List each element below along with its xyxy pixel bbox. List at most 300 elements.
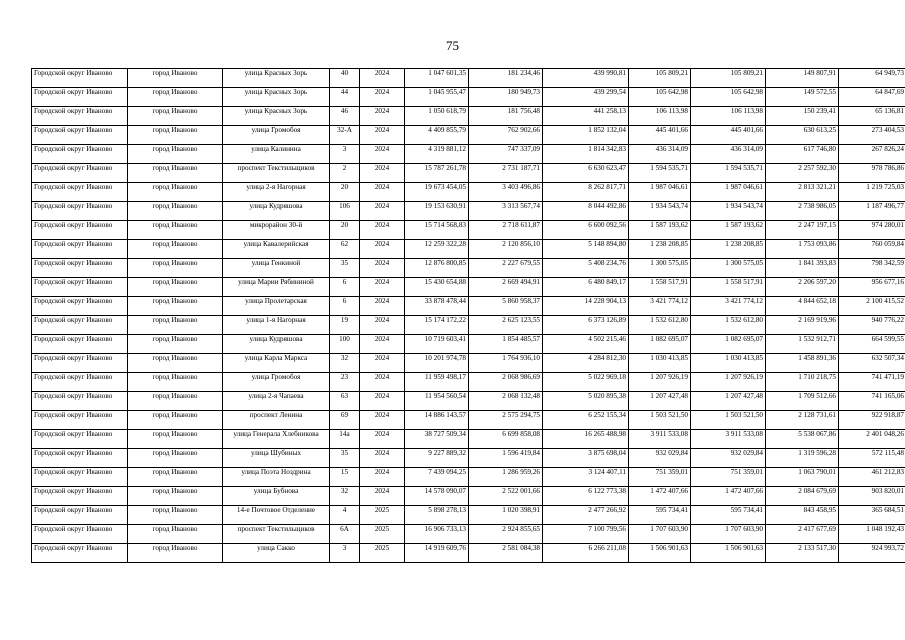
- amount-cell: 5 860 958,37: [469, 297, 543, 316]
- street-cell: улица 2-я Нагорная: [223, 183, 330, 202]
- street-cell: улица 1-я Нагорная: [223, 316, 330, 335]
- street-cell: улица Генкиной: [223, 259, 330, 278]
- total-cost-cell: 9 227 889,32: [405, 449, 469, 468]
- year-cell: 2025: [360, 506, 405, 525]
- amount-cell: 1 207 926,19: [629, 373, 691, 392]
- amount-cell: 3 875 698,04: [543, 449, 629, 468]
- street-cell: улица Карла Маркса: [223, 354, 330, 373]
- house-number-cell: 46: [330, 107, 360, 126]
- year-cell: 2024: [360, 107, 405, 126]
- street-cell: улица Красных Зорь: [223, 88, 330, 107]
- municipality-cell: Городской округ Иваново: [32, 259, 128, 278]
- settlement-cell: город Иваново: [128, 240, 223, 259]
- amount-cell: 1 286 959,26: [469, 468, 543, 487]
- street-cell: проспект Текстильщиков: [223, 525, 330, 544]
- settlement-cell: город Иваново: [128, 259, 223, 278]
- amount-cell: 5 538 067,86: [766, 430, 839, 449]
- year-cell: 2024: [360, 183, 405, 202]
- municipality-cell: Городской округ Иваново: [32, 183, 128, 202]
- amount-cell: 1 594 535,71: [629, 164, 691, 183]
- amount-cell: 2 417 677,69: [766, 525, 839, 544]
- settlement-cell: город Иваново: [128, 411, 223, 430]
- amount-cell: 6 699 858,08: [469, 430, 543, 449]
- house-number-cell: 23: [330, 373, 360, 392]
- settlement-cell: город Иваново: [128, 107, 223, 126]
- amount-cell: 105 809,21: [691, 69, 766, 88]
- table-row: [32, 544, 905, 563]
- year-cell: 2024: [360, 335, 405, 354]
- street-cell: улица Марии Рябининой: [223, 278, 330, 297]
- amount-cell: 3 911 533,08: [629, 430, 691, 449]
- amount-cell: 1 764 936,10: [469, 354, 543, 373]
- settlement-cell: город Иваново: [128, 88, 223, 107]
- amount-cell: 2 227 679,55: [469, 259, 543, 278]
- amount-cell: 1 841 393,83: [766, 259, 839, 278]
- year-cell: 2024: [360, 411, 405, 430]
- table-row: [32, 88, 905, 107]
- amount-cell: 180 949,73: [469, 88, 543, 107]
- amount-cell: 924 993,72: [839, 544, 905, 563]
- street-cell: улица Калинина: [223, 145, 330, 164]
- amount-cell: 1 187 496,77: [839, 202, 905, 221]
- amount-cell: 2 133 517,30: [766, 544, 839, 563]
- year-cell: 2024: [360, 145, 405, 164]
- total-cost-cell: 15 174 172,22: [405, 316, 469, 335]
- total-cost-cell: 15 430 654,88: [405, 278, 469, 297]
- amount-cell: 751 359,01: [691, 468, 766, 487]
- amount-cell: 6 252 155,34: [543, 411, 629, 430]
- amount-cell: 5 408 234,76: [543, 259, 629, 278]
- amount-cell: 1 587 193,62: [691, 221, 766, 240]
- amount-cell: 1 852 132,04: [543, 126, 629, 145]
- street-cell: улица Шубиных: [223, 449, 330, 468]
- house-number-cell: 6А: [330, 525, 360, 544]
- amount-cell: 664 599,55: [839, 335, 905, 354]
- amount-cell: 978 786,86: [839, 164, 905, 183]
- year-cell: 2024: [360, 259, 405, 278]
- house-number-cell: 35: [330, 259, 360, 278]
- amount-cell: 5 148 894,80: [543, 240, 629, 259]
- amount-cell: 1 063 790,01: [766, 468, 839, 487]
- settlement-cell: город Иваново: [128, 202, 223, 221]
- amount-cell: 1 587 193,62: [629, 221, 691, 240]
- amount-cell: 1 238 208,85: [691, 240, 766, 259]
- amount-cell: 2 169 919,96: [766, 316, 839, 335]
- year-cell: 2024: [360, 221, 405, 240]
- table-row: [32, 316, 905, 335]
- house-number-cell: 35: [330, 449, 360, 468]
- municipality-cell: Городской округ Иваново: [32, 354, 128, 373]
- house-number-cell: 4: [330, 506, 360, 525]
- amount-cell: 150 239,41: [766, 107, 839, 126]
- amount-cell: 2 068 986,69: [469, 373, 543, 392]
- house-number-cell: 62: [330, 240, 360, 259]
- municipality-cell: Городской округ Иваново: [32, 316, 128, 335]
- street-cell: улица Кавалерийская: [223, 240, 330, 259]
- amount-cell: 181 234,46: [469, 69, 543, 88]
- street-cell: проспект Ленина: [223, 411, 330, 430]
- municipality-cell: Городской округ Иваново: [32, 126, 128, 145]
- total-cost-cell: 19 153 630,91: [405, 202, 469, 221]
- amount-cell: 974 280,01: [839, 221, 905, 240]
- amount-cell: 1 707 603,90: [691, 525, 766, 544]
- amount-cell: 1 030 413,85: [691, 354, 766, 373]
- amount-cell: 1 753 093,86: [766, 240, 839, 259]
- amount-cell: 105 642,98: [691, 88, 766, 107]
- table-row: [32, 525, 905, 544]
- amount-cell: 7 100 799,56: [543, 525, 629, 544]
- settlement-cell: город Иваново: [128, 69, 223, 88]
- amount-cell: 2 120 856,10: [469, 240, 543, 259]
- municipality-cell: Городской округ Иваново: [32, 278, 128, 297]
- total-cost-cell: 15 714 568,83: [405, 221, 469, 240]
- table-row: [32, 335, 905, 354]
- settlement-cell: город Иваново: [128, 164, 223, 183]
- house-number-cell: 20: [330, 221, 360, 240]
- amount-cell: 2 522 001,66: [469, 487, 543, 506]
- year-cell: 2024: [360, 69, 405, 88]
- municipality-cell: Городской округ Иваново: [32, 107, 128, 126]
- municipality-cell: Городской округ Иваново: [32, 240, 128, 259]
- amount-cell: 632 507,34: [839, 354, 905, 373]
- year-cell: 2024: [360, 392, 405, 411]
- amount-cell: 1 532 612,80: [629, 316, 691, 335]
- amount-cell: 2 738 986,05: [766, 202, 839, 221]
- municipality-cell: Городской округ Иваново: [32, 373, 128, 392]
- street-cell: улица Пролетарская: [223, 297, 330, 316]
- amount-cell: 1 219 725,03: [839, 183, 905, 202]
- settlement-cell: город Иваново: [128, 430, 223, 449]
- house-number-cell: 3: [330, 145, 360, 164]
- table-row: [32, 145, 905, 164]
- total-cost-cell: 14 919 609,76: [405, 544, 469, 563]
- municipality-cell: Городской округ Иваново: [32, 69, 128, 88]
- table-body: [32, 69, 905, 563]
- house-number-cell: 3: [330, 544, 360, 563]
- amount-cell: 445 401,66: [629, 126, 691, 145]
- amount-cell: 1 934 543,74: [629, 202, 691, 221]
- amount-cell: 940 776,22: [839, 316, 905, 335]
- total-cost-cell: 33 878 478,44: [405, 297, 469, 316]
- house-number-cell: 14а: [330, 430, 360, 449]
- amount-cell: 1 048 192,43: [839, 525, 905, 544]
- amount-cell: 6 266 211,08: [543, 544, 629, 563]
- amount-cell: 8 044 492,86: [543, 202, 629, 221]
- house-number-cell: 15: [330, 468, 360, 487]
- settlement-cell: город Иваново: [128, 449, 223, 468]
- year-cell: 2024: [360, 278, 405, 297]
- house-number-cell: 69: [330, 411, 360, 430]
- table-row: [32, 392, 905, 411]
- amount-cell: 1 987 046,61: [691, 183, 766, 202]
- street-cell: улица Кудряшова: [223, 202, 330, 221]
- amount-cell: 2 084 679,69: [766, 487, 839, 506]
- amount-cell: 2 128 731,61: [766, 411, 839, 430]
- settlement-cell: город Иваново: [128, 354, 223, 373]
- amount-cell: 843 458,95: [766, 506, 839, 525]
- street-cell: улица Громобоя: [223, 373, 330, 392]
- amount-cell: 2 068 132,48: [469, 392, 543, 411]
- total-cost-cell: 5 898 278,13: [405, 506, 469, 525]
- year-cell: 2025: [360, 525, 405, 544]
- settlement-cell: город Иваново: [128, 392, 223, 411]
- amount-cell: 1 594 535,71: [691, 164, 766, 183]
- amount-cell: 2 813 321,21: [766, 183, 839, 202]
- amount-cell: 14 228 904,13: [543, 297, 629, 316]
- amount-cell: 956 677,16: [839, 278, 905, 297]
- amount-cell: 1 503 521,50: [691, 411, 766, 430]
- amount-cell: 2 100 415,52: [839, 297, 905, 316]
- amount-cell: 630 613,25: [766, 126, 839, 145]
- amount-cell: 106 113,98: [629, 107, 691, 126]
- street-cell: улица 2-я Чапаева: [223, 392, 330, 411]
- amount-cell: 8 262 817,71: [543, 183, 629, 202]
- amount-cell: 1 934 543,74: [691, 202, 766, 221]
- street-cell: улица Красных Зорь: [223, 69, 330, 88]
- amount-cell: 1 238 208,85: [629, 240, 691, 259]
- total-cost-cell: 1 045 955,47: [405, 88, 469, 107]
- settlement-cell: город Иваново: [128, 183, 223, 202]
- municipality-cell: Городской округ Иваново: [32, 202, 128, 221]
- amount-cell: 1 082 695,07: [691, 335, 766, 354]
- amount-cell: 441 258,13: [543, 107, 629, 126]
- amount-cell: 2 257 592,30: [766, 164, 839, 183]
- street-cell: улица Кудряшова: [223, 335, 330, 354]
- amount-cell: 5 020 895,38: [543, 392, 629, 411]
- amount-cell: 595 734,41: [629, 506, 691, 525]
- settlement-cell: город Иваново: [128, 335, 223, 354]
- amount-cell: 760 059,84: [839, 240, 905, 259]
- year-cell: 2024: [360, 449, 405, 468]
- amount-cell: 903 820,01: [839, 487, 905, 506]
- amount-cell: 741 471,19: [839, 373, 905, 392]
- amount-cell: 1 472 407,66: [629, 487, 691, 506]
- table-row: [32, 297, 905, 316]
- house-number-cell: 6: [330, 297, 360, 316]
- amount-cell: 3 421 774,12: [629, 297, 691, 316]
- amount-cell: 436 314,09: [629, 145, 691, 164]
- year-cell: 2024: [360, 430, 405, 449]
- amount-cell: 4 284 812,30: [543, 354, 629, 373]
- municipality-cell: Городской округ Иваново: [32, 297, 128, 316]
- table-row: [32, 69, 905, 88]
- table-row: [32, 164, 905, 183]
- total-cost-cell: 4 319 881,12: [405, 145, 469, 164]
- amount-cell: 1 709 512,66: [766, 392, 839, 411]
- data-table: [31, 68, 905, 563]
- house-number-cell: 106: [330, 202, 360, 221]
- house-number-cell: 2: [330, 164, 360, 183]
- amount-cell: 149 572,55: [766, 88, 839, 107]
- table-row: [32, 259, 905, 278]
- amount-cell: 1 814 342,83: [543, 145, 629, 164]
- table-row: [32, 278, 905, 297]
- amount-cell: 798 342,59: [839, 259, 905, 278]
- amount-cell: 2 625 123,55: [469, 316, 543, 335]
- amount-cell: 6 600 092,56: [543, 221, 629, 240]
- amount-cell: 1 030 413,85: [629, 354, 691, 373]
- amount-cell: 64 949,73: [839, 69, 905, 88]
- amount-cell: 2 924 855,65: [469, 525, 543, 544]
- house-number-cell: 32: [330, 354, 360, 373]
- amount-cell: 922 918,87: [839, 411, 905, 430]
- amount-cell: 64 847,69: [839, 88, 905, 107]
- amount-cell: 1 532 912,71: [766, 335, 839, 354]
- amount-cell: 5 022 969,18: [543, 373, 629, 392]
- house-number-cell: 19: [330, 316, 360, 335]
- year-cell: 2024: [360, 297, 405, 316]
- amount-cell: 1 503 521,50: [629, 411, 691, 430]
- municipality-cell: Городской округ Иваново: [32, 468, 128, 487]
- settlement-cell: город Иваново: [128, 316, 223, 335]
- amount-cell: 2 401 048,26: [839, 430, 905, 449]
- amount-cell: 1 319 596,28: [766, 449, 839, 468]
- settlement-cell: город Иваново: [128, 278, 223, 297]
- amount-cell: 273 404,53: [839, 126, 905, 145]
- year-cell: 2024: [360, 240, 405, 259]
- municipality-cell: Городской округ Иваново: [32, 525, 128, 544]
- amount-cell: 445 401,66: [691, 126, 766, 145]
- amount-cell: 932 029,84: [691, 449, 766, 468]
- year-cell: 2024: [360, 202, 405, 221]
- municipality-cell: Городской округ Иваново: [32, 221, 128, 240]
- amount-cell: 4 844 652,18: [766, 297, 839, 316]
- municipality-cell: Городской округ Иваново: [32, 544, 128, 563]
- year-cell: 2024: [360, 468, 405, 487]
- year-cell: 2024: [360, 373, 405, 392]
- amount-cell: 595 734,41: [691, 506, 766, 525]
- amount-cell: 1 710 218,75: [766, 373, 839, 392]
- amount-cell: 1 854 485,57: [469, 335, 543, 354]
- total-cost-cell: 7 439 094,25: [405, 468, 469, 487]
- settlement-cell: город Иваново: [128, 468, 223, 487]
- amount-cell: 1 987 046,61: [629, 183, 691, 202]
- amount-cell: 6 630 623,47: [543, 164, 629, 183]
- street-cell: улица Бубнова: [223, 487, 330, 506]
- year-cell: 2024: [360, 354, 405, 373]
- amount-cell: 3 421 774,12: [691, 297, 766, 316]
- settlement-cell: город Иваново: [128, 506, 223, 525]
- table-row: [32, 430, 905, 449]
- amount-cell: 2 731 187,71: [469, 164, 543, 183]
- amount-cell: 1 458 891,36: [766, 354, 839, 373]
- municipality-cell: Городской округ Иваново: [32, 145, 128, 164]
- amount-cell: 762 902,66: [469, 126, 543, 145]
- amount-cell: 1 207 427,48: [691, 392, 766, 411]
- amount-cell: 2 477 266,92: [543, 506, 629, 525]
- amount-cell: 572 115,48: [839, 449, 905, 468]
- settlement-cell: город Иваново: [128, 373, 223, 392]
- amount-cell: 2 575 294,75: [469, 411, 543, 430]
- table-row: [32, 373, 905, 392]
- street-cell: улица Громобоя: [223, 126, 330, 145]
- table-row: [32, 126, 905, 145]
- municipality-cell: Городской округ Иваново: [32, 449, 128, 468]
- settlement-cell: город Иваново: [128, 487, 223, 506]
- amount-cell: 6 122 773,38: [543, 487, 629, 506]
- year-cell: 2024: [360, 164, 405, 183]
- amount-cell: 439 299,54: [543, 88, 629, 107]
- house-number-cell: 32: [330, 487, 360, 506]
- amount-cell: 365 684,51: [839, 506, 905, 525]
- total-cost-cell: 19 673 454,05: [405, 183, 469, 202]
- house-number-cell: 40: [330, 69, 360, 88]
- table-row: [32, 107, 905, 126]
- amount-cell: 751 359,01: [629, 468, 691, 487]
- year-cell: 2024: [360, 88, 405, 107]
- municipality-cell: Городской округ Иваново: [32, 487, 128, 506]
- amount-cell: 181 756,48: [469, 107, 543, 126]
- settlement-cell: город Иваново: [128, 221, 223, 240]
- amount-cell: 3 911 533,08: [691, 430, 766, 449]
- total-cost-cell: 12 259 322,28: [405, 240, 469, 259]
- settlement-cell: город Иваново: [128, 544, 223, 563]
- year-cell: 2024: [360, 126, 405, 145]
- municipality-cell: Городской округ Иваново: [32, 164, 128, 183]
- amount-cell: 3 313 567,74: [469, 202, 543, 221]
- total-cost-cell: 38 727 509,34: [405, 430, 469, 449]
- total-cost-cell: 1 050 618,79: [405, 107, 469, 126]
- house-number-cell: 44: [330, 88, 360, 107]
- amount-cell: 741 165,06: [839, 392, 905, 411]
- page-number: 75: [446, 38, 459, 53]
- house-number-cell: 32-А: [330, 126, 360, 145]
- amount-cell: 267 826,24: [839, 145, 905, 164]
- amount-cell: 4 502 215,46: [543, 335, 629, 354]
- amount-cell: 16 265 488,98: [543, 430, 629, 449]
- municipality-cell: Городской округ Иваново: [32, 411, 128, 430]
- amount-cell: 747 337,09: [469, 145, 543, 164]
- amount-cell: 617 746,80: [766, 145, 839, 164]
- total-cost-cell: 15 787 261,78: [405, 164, 469, 183]
- total-cost-cell: 11 954 560,54: [405, 392, 469, 411]
- amount-cell: 1 082 695,07: [629, 335, 691, 354]
- total-cost-cell: 4 409 855,79: [405, 126, 469, 145]
- amount-cell: 65 136,81: [839, 107, 905, 126]
- table-row: [32, 354, 905, 373]
- year-cell: 2024: [360, 487, 405, 506]
- amount-cell: 1 300 575,05: [629, 259, 691, 278]
- amount-cell: 3 124 407,11: [543, 468, 629, 487]
- total-cost-cell: 16 906 733,13: [405, 525, 469, 544]
- amount-cell: 439 990,81: [543, 69, 629, 88]
- settlement-cell: город Иваново: [128, 126, 223, 145]
- table-row: [32, 221, 905, 240]
- amount-cell: 1 707 603,90: [629, 525, 691, 544]
- settlement-cell: город Иваново: [128, 525, 223, 544]
- amount-cell: 1 472 407,66: [691, 487, 766, 506]
- amount-cell: 2 669 494,91: [469, 278, 543, 297]
- amount-cell: 106 113,98: [691, 107, 766, 126]
- amount-cell: 1 020 398,91: [469, 506, 543, 525]
- year-cell: 2024: [360, 316, 405, 335]
- house-number-cell: 63: [330, 392, 360, 411]
- amount-cell: 932 029,84: [629, 449, 691, 468]
- amount-cell: 1 558 517,91: [691, 278, 766, 297]
- table-row: [32, 411, 905, 430]
- street-cell: проспект Текстильщиков: [223, 164, 330, 183]
- municipality-cell: Городской округ Иваново: [32, 88, 128, 107]
- municipality-cell: Городской округ Иваново: [32, 392, 128, 411]
- amount-cell: 105 809,21: [629, 69, 691, 88]
- amount-cell: 436 314,09: [691, 145, 766, 164]
- total-cost-cell: 12 876 800,85: [405, 259, 469, 278]
- year-cell: 2025: [360, 544, 405, 563]
- amount-cell: 1 558 517,91: [629, 278, 691, 297]
- amount-cell: 149 807,91: [766, 69, 839, 88]
- amount-cell: 2 581 084,38: [469, 544, 543, 563]
- house-number-cell: 100: [330, 335, 360, 354]
